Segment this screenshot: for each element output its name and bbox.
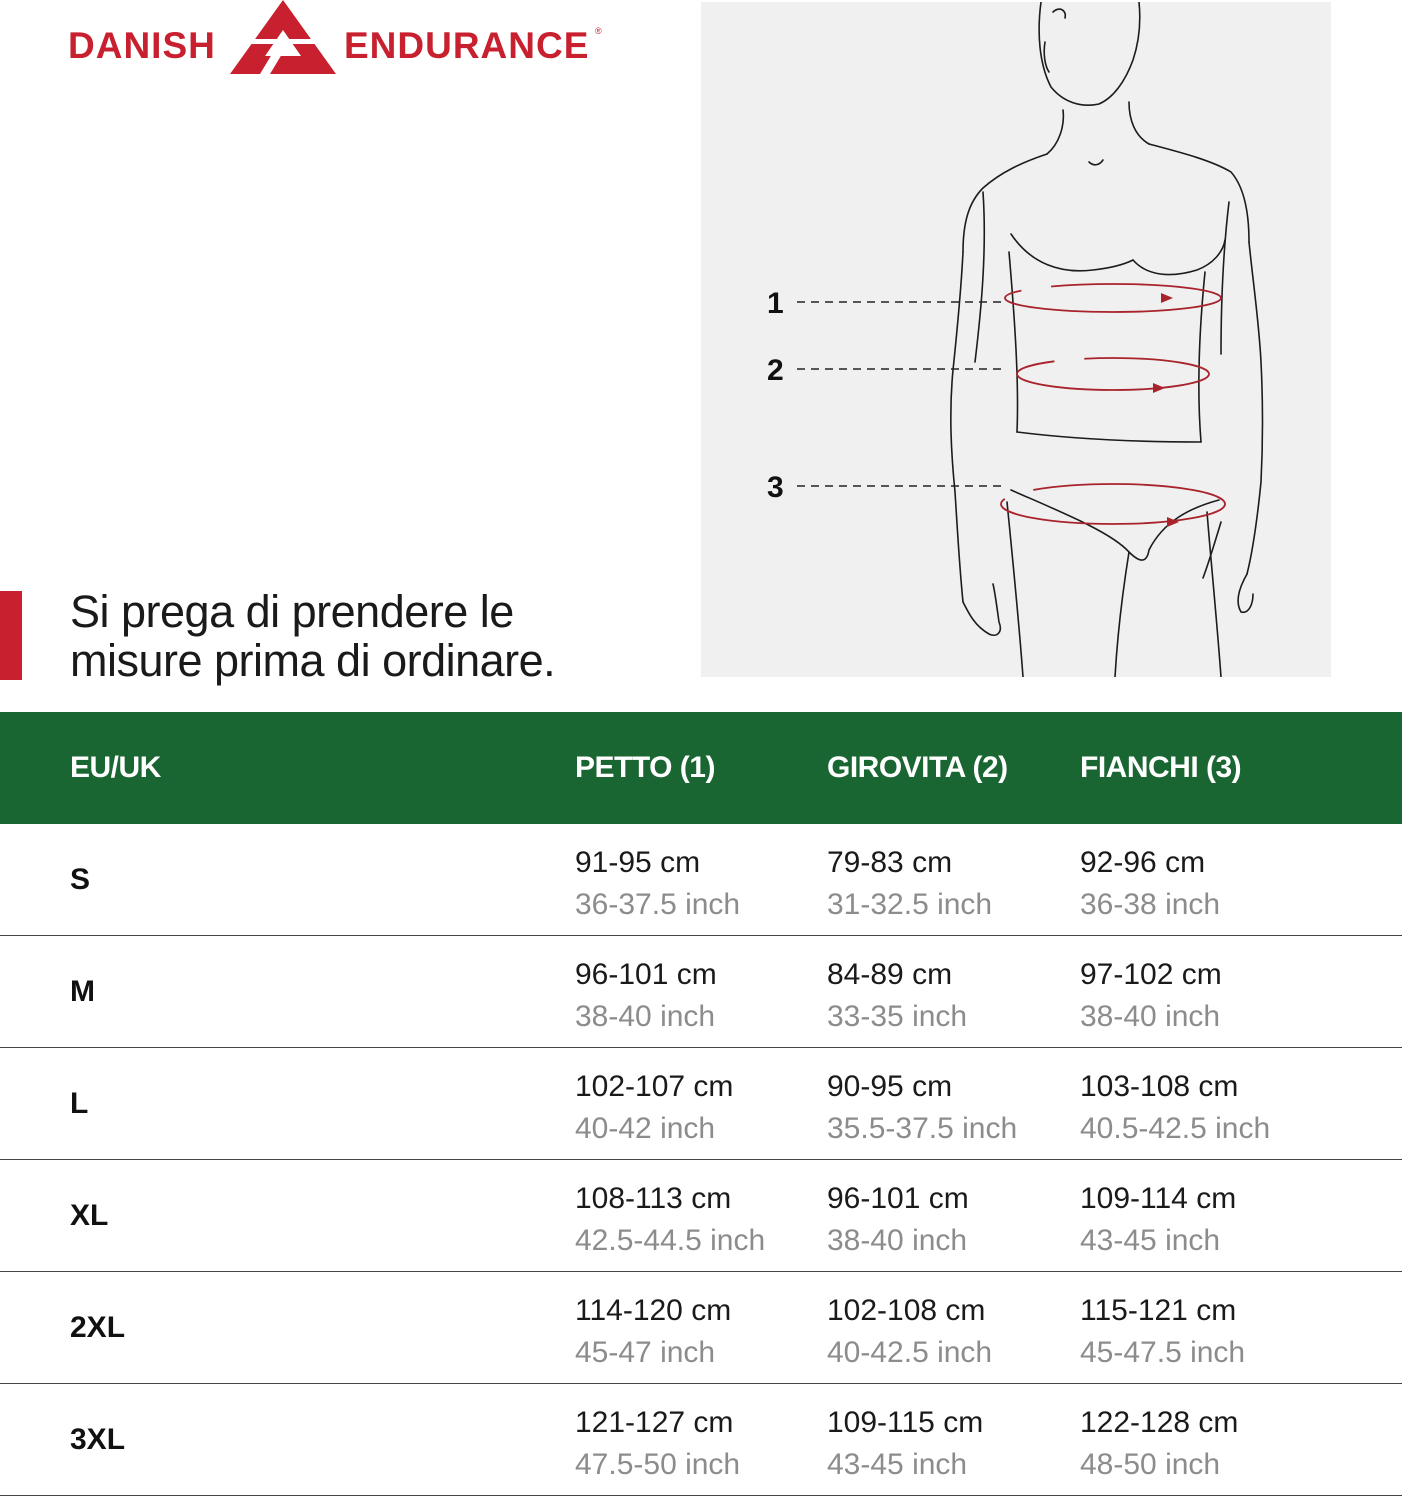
hips-inch-value: 36-38 inch — [1080, 888, 1221, 921]
waist-cm-value: 109-115 cm — [827, 1406, 984, 1439]
accent-bar — [0, 591, 22, 680]
hips-cm-value: 122-128 cm — [1080, 1406, 1239, 1439]
hips-inch-value: 45-47.5 inch — [1080, 1336, 1246, 1369]
measure-marker-2: 2 — [767, 354, 784, 387]
instruction-line-1: Si prega di prendere le — [70, 586, 514, 637]
chest-cm-value: 102-107 cm — [575, 1070, 734, 1103]
header-chest: PETTO (1) — [575, 751, 715, 784]
hips-inch-value: 43-45 inch — [1080, 1224, 1221, 1257]
size-label: L — [70, 1087, 89, 1120]
hips-cm-value: 103-108 cm — [1080, 1070, 1239, 1103]
size-label: S — [70, 863, 91, 896]
hips-measurement-cell — [1080, 842, 1220, 926]
table-body — [0, 824, 1402, 1496]
waist-inch-value: 35.5-37.5 inch — [827, 1112, 1018, 1145]
measure-loop-arrow — [1001, 484, 1225, 524]
size-label: M — [70, 975, 95, 1008]
table-row — [0, 1160, 1402, 1272]
waist-cm-value: 84-89 cm — [827, 958, 953, 991]
waist-measurement-cell — [827, 954, 967, 1038]
chest-cm-value: 91-95 cm — [575, 846, 701, 879]
chest-measurement-cell — [575, 1066, 733, 1150]
waist-measurement-cell — [827, 1290, 992, 1374]
size-label: 3XL — [70, 1423, 126, 1456]
chest-inch-value: 45-47 inch — [575, 1336, 716, 1369]
waist-cm-value: 102-108 cm — [827, 1294, 986, 1327]
waist-measurement-cell — [827, 1402, 983, 1486]
header-hips: FIANCHI (3) — [1080, 751, 1242, 784]
header-size: EU/UK — [70, 751, 161, 784]
waist-measurement-cell — [827, 1178, 969, 1262]
hips-cm-value: 97-102 cm — [1080, 958, 1222, 991]
chest-measurement-cell — [575, 954, 717, 1038]
hips-measurement-cell — [1080, 954, 1222, 1038]
waist-inch-value: 43-45 inch — [827, 1448, 968, 1481]
table-row — [0, 936, 1402, 1048]
arrowhead-icon — [1153, 383, 1165, 393]
size-label: 2XL — [70, 1311, 126, 1344]
waist-measurement-cell — [827, 842, 992, 926]
trademark-symbol: ® — [595, 26, 602, 36]
hips-measurement-cell — [1080, 1290, 1245, 1374]
waist-inch-value: 33-35 inch — [827, 1000, 968, 1033]
measure-marker-3: 3 — [767, 471, 784, 504]
brand-logo — [68, 0, 628, 76]
hips-inch-value: 48-50 inch — [1080, 1448, 1221, 1481]
chest-cm-value: 121-127 cm — [575, 1406, 734, 1439]
waist-cm-value: 96-101 cm — [827, 1182, 969, 1215]
size-label: XL — [70, 1199, 109, 1232]
header-waist: GIROVITA (2) — [827, 751, 1008, 784]
measure-instruction — [70, 587, 670, 685]
table-row — [0, 1384, 1402, 1496]
arrowhead-icon — [1161, 293, 1173, 303]
waist-inch-value: 31-32.5 inch — [827, 888, 993, 921]
body-outline-illustration — [701, 2, 1331, 677]
chest-measurement-cell — [575, 1402, 740, 1486]
instruction-line-2: misure prima di ordinare. — [70, 635, 556, 686]
chest-measurement-cell — [575, 1290, 731, 1374]
table-header-row — [0, 712, 1402, 824]
waist-inch-value: 40-42.5 inch — [827, 1336, 993, 1369]
body-measurement-figure — [701, 2, 1331, 677]
chest-measurement-cell — [575, 842, 740, 926]
chest-measurement-cell — [575, 1178, 765, 1262]
brand-name-right: ENDURANCE — [344, 25, 590, 66]
chest-inch-value: 40-42 inch — [575, 1112, 716, 1145]
hips-inch-value: 40.5-42.5 inch — [1080, 1112, 1271, 1145]
table-row — [0, 1272, 1402, 1384]
hips-measurement-cell — [1080, 1066, 1270, 1150]
chest-inch-value: 38-40 inch — [575, 1000, 716, 1033]
brand-name-left: DANISH — [68, 25, 216, 66]
chest-inch-value: 36-37.5 inch — [575, 888, 741, 921]
hips-cm-value: 109-114 cm — [1080, 1182, 1237, 1215]
chest-cm-value: 114-120 cm — [575, 1294, 732, 1327]
waist-inch-value: 38-40 inch — [827, 1224, 968, 1257]
hips-measurement-cell — [1080, 1178, 1236, 1262]
hips-measurement-cell — [1080, 1402, 1238, 1486]
waist-measurement-cell — [827, 1066, 1017, 1150]
measure-loop-arrow — [1017, 358, 1209, 390]
waist-cm-value: 90-95 cm — [827, 1070, 953, 1103]
chest-cm-value: 108-113 cm — [575, 1182, 732, 1215]
chest-inch-value: 42.5-44.5 inch — [575, 1224, 766, 1257]
measure-loop-arrow — [1005, 284, 1221, 312]
brand-mountain-icon — [230, 0, 336, 74]
size-chart-table — [0, 712, 1402, 1496]
chest-cm-value: 96-101 cm — [575, 958, 717, 991]
waist-cm-value: 79-83 cm — [827, 846, 953, 879]
table-row — [0, 1048, 1402, 1160]
hips-inch-value: 38-40 inch — [1080, 1000, 1221, 1033]
hips-cm-value: 115-121 cm — [1080, 1294, 1237, 1327]
chest-inch-value: 47.5-50 inch — [575, 1448, 741, 1481]
table-row — [0, 824, 1402, 936]
measure-marker-1: 1 — [767, 287, 784, 320]
hips-cm-value: 92-96 cm — [1080, 846, 1206, 879]
